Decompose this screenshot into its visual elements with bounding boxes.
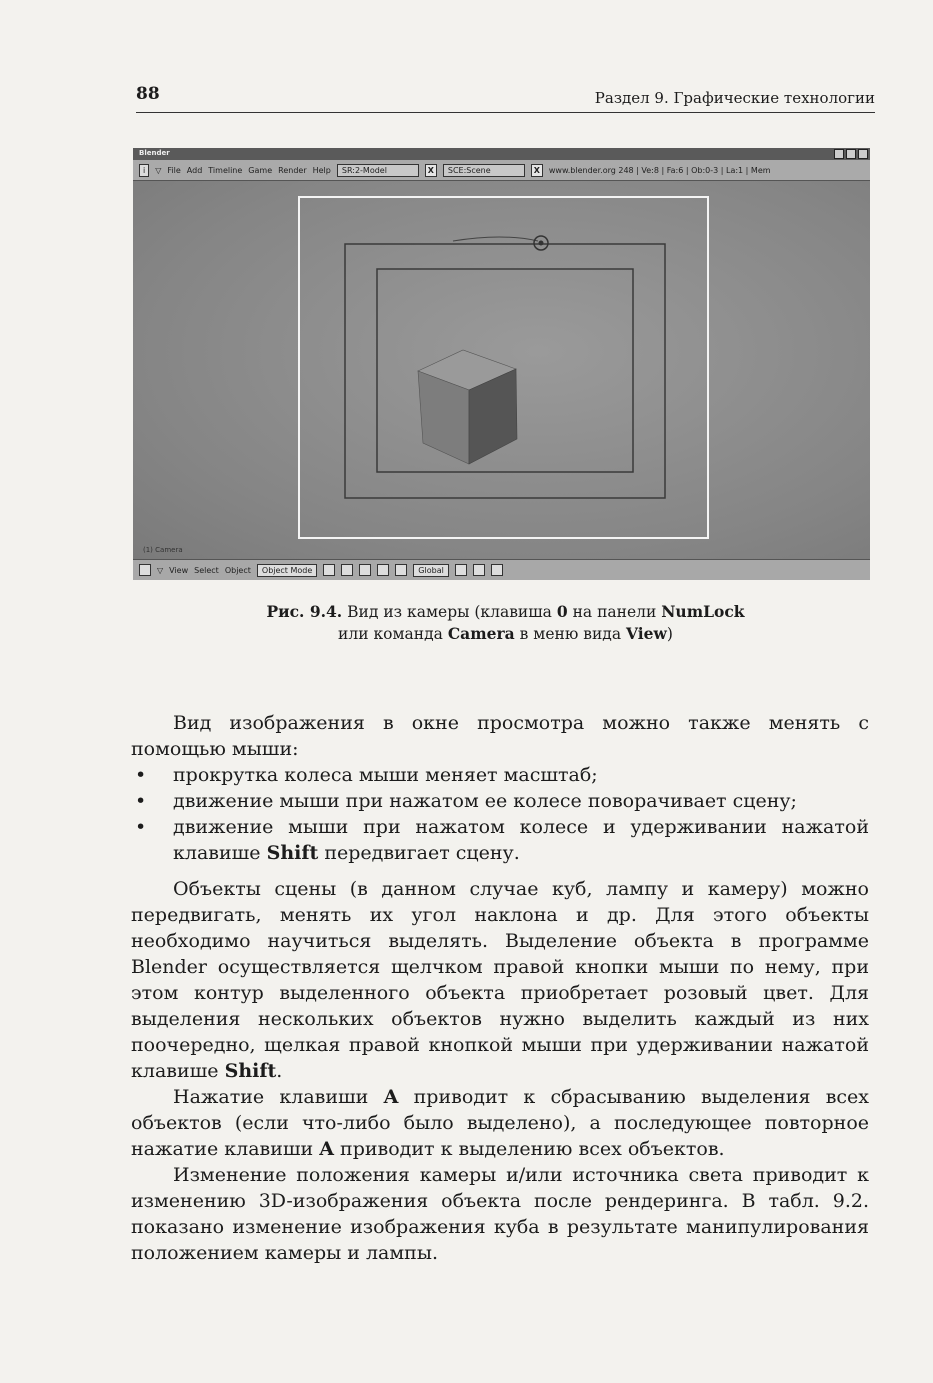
- bullet-3: [131, 814, 869, 866]
- bullet-icon: •: [135, 764, 147, 786]
- window-buttons: [834, 149, 868, 159]
- paragraph-1: [131, 876, 869, 1084]
- window-titlebar: [133, 148, 870, 160]
- draw-type-icon[interactable]: [323, 564, 335, 576]
- blender-screenshot: [133, 148, 870, 580]
- bullet-1-text: прокрутка колеса мыши меняет масштаб;: [173, 764, 598, 786]
- caption-line-2: [136, 623, 875, 645]
- rotate-icon[interactable]: [395, 564, 407, 576]
- paragraph-2-key-1: A: [383, 1086, 399, 1108]
- viewport-header: [133, 559, 870, 580]
- figure-caption: [136, 601, 875, 645]
- running-title: Раздел 9. Графические технологии: [594, 89, 875, 107]
- footer-select-menu[interactable]: Select: [194, 565, 219, 575]
- paragraph-2: [131, 1084, 869, 1162]
- bullet-2-text: движение мыши при нажатом ее колесе поворачивает сцену;: [173, 790, 797, 812]
- lock-icon[interactable]: [473, 564, 485, 576]
- caption-numlock: NumLock: [661, 602, 745, 621]
- menu-file[interactable]: File: [167, 165, 181, 175]
- caption-text-1b: на панели: [567, 603, 662, 621]
- menu-add[interactable]: Add: [186, 165, 203, 175]
- lamp-line: [453, 237, 538, 241]
- manipulator-icon[interactable]: [359, 564, 371, 576]
- scene-close-icon[interactable]: X: [531, 164, 543, 177]
- caption-text-2a: или команда: [338, 625, 448, 643]
- paragraph-2-text-a: Нажатие клавиши: [173, 1086, 384, 1108]
- caption-view: View: [626, 624, 667, 643]
- screen-selector[interactable]: SR:2-Model: [337, 164, 419, 177]
- menu-timeline[interactable]: Timeline: [208, 165, 243, 175]
- caption-camera: Camera: [447, 624, 515, 643]
- close-icon[interactable]: [858, 149, 868, 159]
- caption-text-2b: в меню вида: [514, 625, 627, 643]
- paragraph-2-text-b: приводит к сбрасыванию выделения всех объектов (если что-либо было выделено), а последующее повторное нажатие клавиши: [131, 1086, 869, 1160]
- caption-line-1: [136, 601, 875, 623]
- menu-render[interactable]: Render: [278, 165, 307, 175]
- paragraph-1-key: Shift: [224, 1060, 277, 1082]
- bullet-1: [131, 762, 869, 788]
- menu-help[interactable]: Help: [312, 165, 331, 175]
- minimize-icon[interactable]: [834, 149, 844, 159]
- menu-bar: [133, 160, 870, 181]
- footer-view-menu[interactable]: View: [169, 565, 189, 575]
- mode-selector[interactable]: Object Mode: [257, 564, 317, 577]
- intro-paragraph: Вид изображения в окне просмотра можно также менять с помощью мыши:: [131, 712, 869, 760]
- bullet-3-text-b: передвигает сцену.: [318, 842, 520, 864]
- status-info: www.blender.org 248 | Ve:8 | Fa:6 | Ob:0-3 | La:1 | Mem: [548, 165, 771, 175]
- menu-game[interactable]: Game: [248, 165, 273, 175]
- maximize-icon[interactable]: [846, 149, 856, 159]
- bullet-3-text-a: движение мыши при нажатом колесе и удерживании нажатой клавише: [173, 816, 869, 864]
- caption-text-2c: ): [666, 625, 673, 643]
- screen-close-icon[interactable]: X: [425, 164, 437, 177]
- caption-key-0: 0: [556, 602, 568, 621]
- body-text: [131, 710, 869, 1266]
- footer-toggle-icon[interactable]: ▽: [157, 565, 164, 575]
- viewport-scene: [133, 181, 870, 560]
- paragraph-3: Изменение положения камеры и/или источника света приводит к изменению 3D-изображения объекта после рендеринга. В табл. 9.2. показано изменение изображения куба в результате манипулирования положением камеры и лампы.: [131, 1164, 869, 1264]
- bullet-icon: •: [135, 790, 147, 812]
- bullet-3-key: Shift: [266, 842, 319, 864]
- viewport-label: (1) Camera: [143, 546, 183, 554]
- orientation-selector[interactable]: Global: [413, 564, 449, 577]
- pivot-icon[interactable]: [341, 564, 353, 576]
- render-icon[interactable]: [491, 564, 503, 576]
- footer-object-menu[interactable]: Object: [224, 565, 251, 575]
- paragraph-1-end: .: [276, 1060, 283, 1082]
- window-title: Blender: [139, 149, 170, 157]
- 3d-viewport[interactable]: [133, 181, 870, 560]
- info-icon[interactable]: i: [139, 164, 149, 177]
- scene-selector[interactable]: SCE:Scene: [443, 164, 525, 177]
- menu-toggle-icon[interactable]: ▽: [155, 165, 162, 175]
- paragraph-2-key-2: A: [319, 1138, 335, 1160]
- caption-text-1a: Вид из камеры (клавиша: [347, 603, 557, 621]
- translate-icon[interactable]: [377, 564, 389, 576]
- header-rule: [136, 112, 875, 113]
- editor-type-icon[interactable]: [139, 564, 151, 576]
- paragraph-1-text: Объекты сцены (в данном случае куб, лампу и камеру) можно передвигать, менять их угол наклона и др. Для этого объекты необходимо научиться выделять. Выделение объекта в программе Blender осуществляется щелчком правой кнопки мыши по нему, при этом контур выделенного объекта приобретает розовый цвет. Для выделения нескольких объектов нужно выделить каждый из них поочередно, щелкая правой кнопкой мыши при удерживании нажатой клавише: [131, 878, 869, 1082]
- bullet-2: [131, 788, 869, 814]
- caption-label: Рис. 9.4.: [266, 602, 343, 621]
- page-number: 88: [136, 84, 160, 104]
- layer-buttons-icon[interactable]: [455, 564, 467, 576]
- bullet-icon: •: [135, 816, 147, 838]
- lamp-center: [539, 241, 544, 246]
- paragraph-2-text-c: приводит к выделению всех объектов.: [334, 1138, 725, 1160]
